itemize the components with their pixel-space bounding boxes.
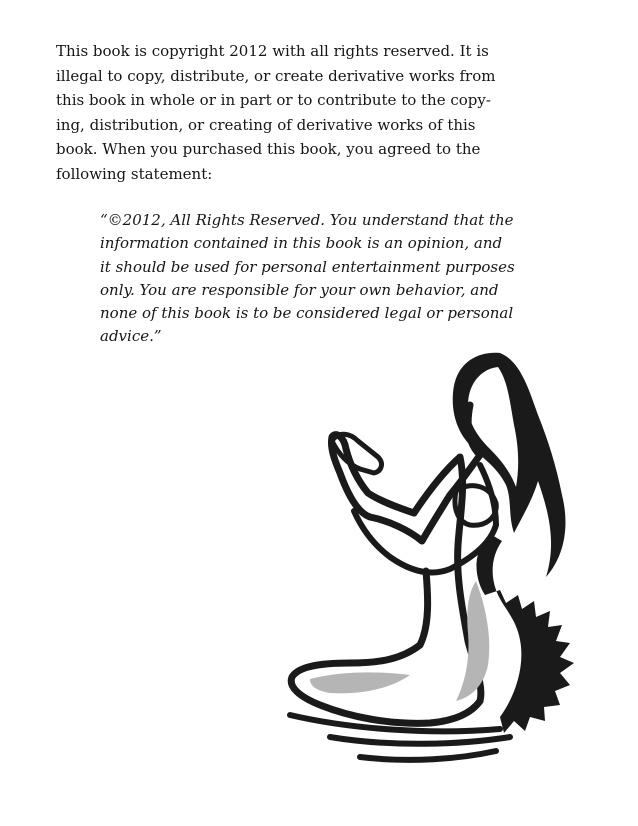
copyright-line: following statement:: [56, 164, 213, 183]
leg-shading: [310, 672, 410, 693]
copyright-notice: [56, 39, 508, 187]
disclaimer-line: information contained in this book is an opinion, and: [100, 234, 503, 253]
copyright-line: book. When you purchased this book, you agreed to the: [56, 140, 481, 159]
tail-shape: [476, 535, 574, 733]
kneeling-woman-illustration: [270, 345, 600, 790]
copyright-line: This book is copyright 2012 with all rights reserved. It is: [56, 42, 489, 60]
copyright-line: ing, distribution, or creating of derivative works of this: [56, 115, 476, 134]
disclaimer-line: it should be used for personal entertainment purposes: [100, 257, 515, 276]
copyright-line: this book in whole or in part or to contribute to the copy-: [56, 91, 491, 110]
disclaimer-line: advice.”: [100, 327, 162, 346]
disclaimer-line: “©2012, All Rights Reserved. You understand that the: [100, 211, 514, 229]
disclaimer-line: none of this book is to be considered legal or personal: [100, 304, 514, 323]
copyright-line: illegal to copy, distribute, or create derivative works from: [56, 66, 496, 85]
disclaimer-quote: [100, 209, 515, 349]
disclaimer-line: only. You are responsible for your own behavior, and: [100, 280, 499, 299]
